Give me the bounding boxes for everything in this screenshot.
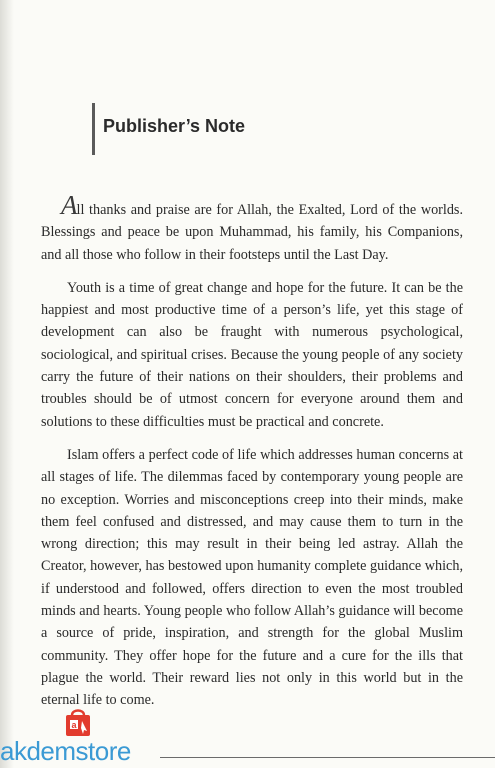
drop-cap: A [61, 190, 78, 220]
shopping-bag-icon [63, 706, 93, 738]
heading-block [92, 103, 245, 155]
page-title: Publisher’s Note [103, 116, 246, 136]
watermark-rule [160, 757, 495, 758]
page-edge-shadow [0, 0, 14, 768]
paragraph-1-text: ll thanks and praise are for Allah, the Exalted, Lord of the worlds. Blessings and peace be upon Muhammad, his family, his Companions, and all those who follow in their footsteps until the Last Day. [41, 202, 463, 263]
svg-text:a: a [71, 720, 77, 730]
body-text [41, 190, 463, 723]
watermark-logo-text: akdemstore [0, 736, 131, 766]
paragraph-1 [41, 190, 463, 266]
paragraph-3: Islam offers a perfect code of life which addresses human concerns at all stages of life. The dilemmas faced by contemporary young people are no exception. Worries and misconceptions creep into their minds, make them feel confused and distressed, and may cause them to turn in the wrong direction; this may result in their being led astray. Allah the Creator, however, has bestowed upon humanity complete guidance which, if understood and followed, offers direction to even the most troubled minds and hearts. Young people who follow Allah’s guidance will become a source of pride, inspiration, and strength for the global Muslim community. They offer hope for the future and a cure for the ills that plague the world. Their reward lies not only in this world but in the eternal life to come. [41, 446, 463, 709]
paragraph-2: Youth is a time of great change and hope for the future. It can be the happiest and most productive time of a person’s life, yet this stage of development can also be fraught with numerous psychological, sociological, and spiritual crises. Because the young people of any society carry the future of their nations on their shoulders, their problems and troubles should be of utmost concern for everyone around them and solutions to these difficulties must be practical and concrete. [41, 279, 463, 430]
